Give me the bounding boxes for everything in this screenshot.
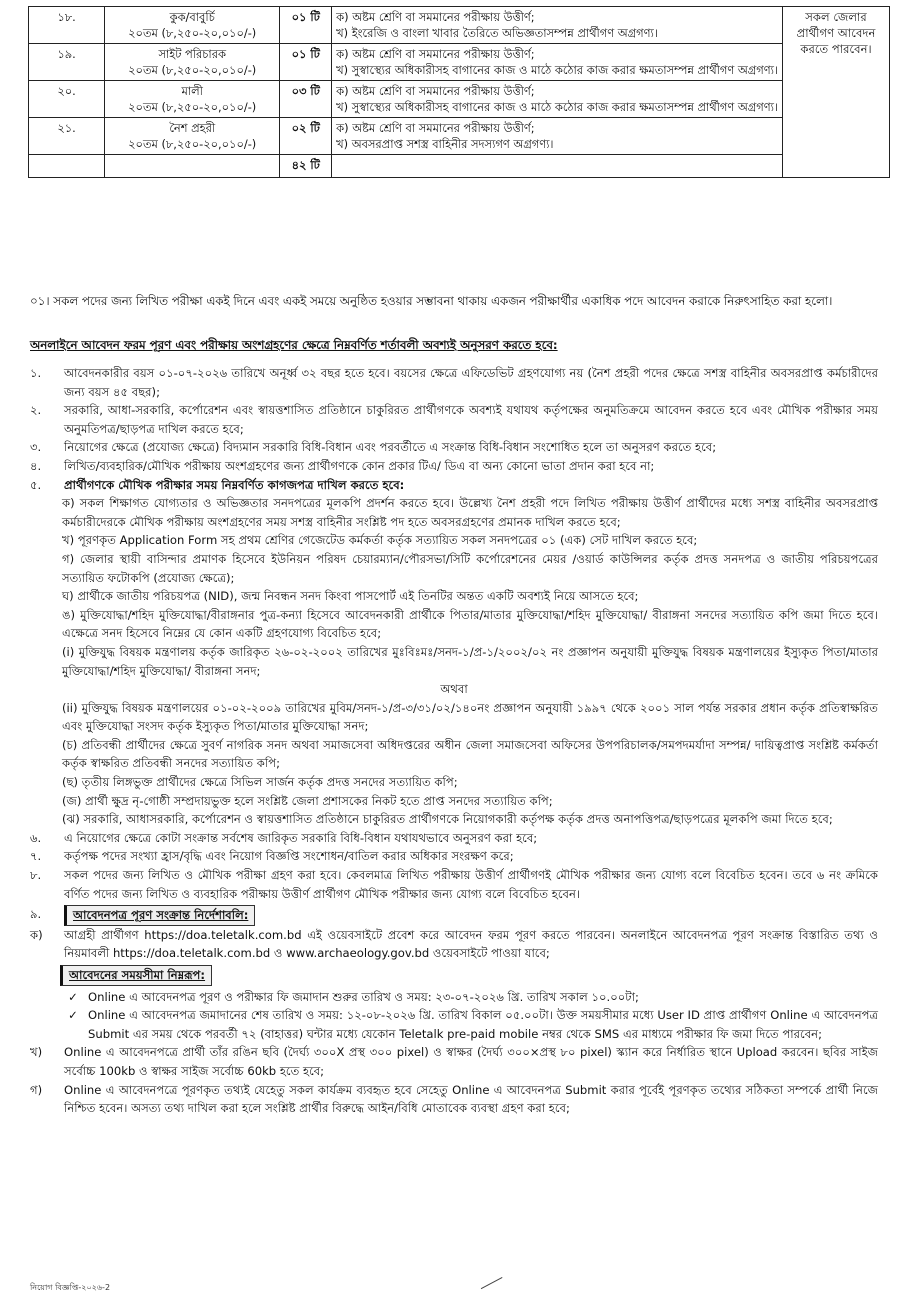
condition-item — [30, 847, 878, 866]
quantity-cell: ০১ টি — [280, 44, 332, 81]
or-text: অথবা — [440, 682, 468, 697]
deadline-text: Online এ আবেদনপত্র জমাদানের শেষ তারিখ ও সময়: ১২-০৮-২০২৬ খ্রি. তারিখ বিকাল ০৫.০০টা। উক্ত সময়সীমার মধ্যে User ID প্রাপ্ত প্রার্থীগণ Online এ আবেদনপত্র Submit এর সময় থেকে পরবর্তী ৭২ (বাহাত্তর) ঘন্টার মধ্যে যেকোন Teletalk pre-paid mobile নম্বর থেকে SMS এর মাধ্যমে পরীক্ষার ফি জমা দিতে পারবেন; — [88, 1008, 878, 1041]
total-empty-cell — [332, 155, 783, 178]
condition-item-number: ৬. — [30, 830, 42, 845]
table-row — [29, 81, 890, 118]
document-item: (ii) মুক্তিযুদ্ধ বিষয়ক মন্ত্রণালয়ের ০১-০২-২০০৯ তারিখের মুবিম/সনদ-১/প্র-৩/৩১/০২/১৪০নং প্রজ্ঞাপন অনুযায়ী ১৯৯৭ থেকে ২০০১ সাল পর্যন্ত সরকার প্রধান কর্তৃক প্রতিস্বাক্ষরিত এবং মুক্তিযোদ্ধা সংসদ কর্তৃক ইস্যুকৃত পিতা/মাতার মুক্তিযোদ্ধা সনদ; — [62, 700, 878, 734]
pen-mark — [481, 1277, 507, 1298]
requirement-line: ক) অষ্টম শ্রেণি বা সমমানের পরীক্ষায় উত্তীর্ণ; — [336, 84, 535, 98]
total-cell: ৪২ টি — [280, 155, 332, 178]
deadline-item — [30, 1006, 878, 1043]
condition-item — [30, 457, 878, 476]
check-icon: ✓ — [68, 1008, 78, 1023]
apply-item — [30, 926, 878, 963]
document-item: (চ) প্রতিবন্ধী প্রার্থীদের ক্ষেত্রে সুবর্ণ নাগরিক সনদ অথবা সমাজসেবা অধিদপ্তরের অধীন জেলা সমাজসেবা অফিসের উপপরিচালক/সমপদমর্যাদা সম্পন্ন/ দায়িত্বপ্রাপ্ত সংশ্লিষ্ট কর্মকর্তা কর্তৃক স্বাক্ষরিত প্রতিবন্ধী সনদের সত্যায়িত কপি; — [62, 737, 878, 771]
document-item: (ঝ) সরকারি, আধাসরকারি, কর্পোরেশন ও স্বায়ত্তশাসিত প্রতিষ্ঠানে চাকুরিরত প্রার্থীগণকে নিয়োগকারী কর্তৃপক্ষ কর্তৃক প্রদত্ত অনাপত্তিপত্র/ছাড়পত্রের মূলকপি জমা দিতে হবে; — [62, 812, 833, 827]
requirement-line: খ) সুস্বাস্থ্যের অধিকারীসহ বাগানের কাজ ও মাঠে কঠোর কাজ করার ক্ষমতাসম্পন্ন প্রার্থীগণ অগ্রগণ্য। — [336, 63, 778, 77]
apply-item-text: আগ্রহী প্রার্থীগণ https://doa.teletalk.com.bd এই ওয়েবসাইটে প্রবেশ করে আবেদন ফরম পূরণ করতে পারবেন। অনলাইনে আবেদনপত্র পূরণ সংক্রান্ত বিস্তারিত তথ্য ও নিয়মাবলী https://doa.teletalk.com.bd ও www.archaeology.gov.bd ওয়েবসাইটে পাওয়া যাবে; — [64, 927, 878, 961]
document-item: (জ) প্রার্থী ক্ষুদ্র নৃ-গোষ্ঠী সম্প্রদায়ভুক্ত হলে সংশ্লিষ্ট জেলা প্রশাসকের নিকট হতে প্রাপ্ত সনদের সত্যায়িত কপি; — [62, 793, 553, 808]
document-item: (i) মুক্তিযুদ্ধ বিষয়ক মন্ত্রণালয় কর্তৃক জারিকৃত ২৬-০২-২০০২ তারিখের মুঃবিঃমঃ/সনদ-১/প্র-১/২০০২/০২ নং প্রজ্ঞাপন অনুযায়ী মুক্তিযুদ্ধ বিষয়ক মন্ত্রণালয়ের ইস্যুকৃত পিতা/মাতার মুক্তিযোদ্ধা/শহিদ মুক্তিযোদ্ধা/ বীরাঙ্গনা সনদ; — [62, 644, 878, 678]
apply-item-text: Online এ আবেদনপত্রে প্রার্থী তাঁর রঙিন ছবি (দৈর্ঘ্য ৩০০X প্রস্থ ৩০০ pixel) ও স্বাক্ষর (দৈর্ঘ্য ৩০০×প্রস্থ ৮০ pixel) স্ক্যান করে নির্ধারিত স্থানে Upload করবেন। ছবির সাইজ সর্বোচ্চ 100kb ও স্বাক্ষর সাইজ সর্বোচ্চ 60kb হতে হবে; — [64, 1045, 878, 1078]
condition-item-number: ২. — [30, 403, 42, 418]
serial-cell: ২০. — [29, 81, 105, 118]
condition-item — [30, 866, 878, 903]
condition-item-number: ৩. — [30, 440, 42, 455]
requirement-cell — [332, 44, 783, 81]
condition-item — [30, 401, 878, 438]
post-name: মালী — [181, 84, 203, 98]
deadline-text: Online এ আবেদনপত্র পূরণ ও পরীক্ষার ফি জমাদান শুরুর তারিখ ও সময়: ২৩-০৭-২০২৬ খ্রি. তারিখ সকাল ১০.০০টা; — [88, 989, 639, 1004]
condition-item-text: সকল পদের জন্য লিখিত ও মৌখিক পরীক্ষা গ্রহণ করা হবে। কেবলমাত্র লিখিত পরীক্ষায় উত্তীর্ণ প্রার্থীগণই মৌখিক পরীক্ষার জন্য যোগ্য বলে বিবেচিত হবেন। তবে ৬ নং ক্রমিকে বর্ণিত পদের জন্য লিখিত ও ব্যবহারিক পরীক্ষায় উত্তীর্ণ প্রার্থীগণ মৌখিক পরীক্ষার জন্য যোগ্য বলে বিবেচিত হবেন। — [64, 868, 878, 901]
post-name: নৈশ প্রহরী — [169, 121, 216, 135]
post-name: সাইট পরিচারক — [158, 47, 226, 61]
serial-cell: ১৯. — [29, 44, 105, 81]
condition-item-number: ৪. — [30, 458, 42, 473]
document-item: ঙ) মুক্তিযোদ্ধা/শহিদ মুক্তিযোদ্ধা/বীরাঙ্গনার পুত্র-কন্যা হিসেবে আবেদনকারী প্রার্থীকে পিতার/মাতার মুক্তিযোদ্ধা/শহিদ মুক্তিযোদ্ধা/ বীরাঙ্গনা সনদের সত্যায়িত কপি জমা দিতে হবে। এক্ষেত্রে সনদ হিসেবে নিম্নের যে কোন একটি গ্রহণযোগ্য বিবেচিত হবে; — [62, 607, 878, 641]
document-item: খ) পূরণকৃত Application Form সহ প্রথম শ্রেণির গেজেটেড কর্মকর্তা কর্তৃক সত্যায়িত সকল সনদপত্রের ০১ (এক) সেট দাখিল করতে হবে; — [62, 533, 698, 548]
post-cell — [105, 81, 280, 118]
section-9-title: আবেদনপত্র পূরণ সংক্রান্ত নির্দেশাবলি: — [64, 905, 255, 926]
deadline-title: আবেদনের সময়সীমা নিম্নরূপ: — [60, 965, 212, 986]
post-grade: ২০তম (৮,২৫০-২০,০১০/-) — [128, 137, 257, 151]
document-item: (ছ) তৃতীয় লিঙ্গভুক্ত প্রার্থীদের ক্ষেত্রে সিভিল সার্জন কর্তৃক প্রদত্ত সনদের সত্যায়িত কপি; — [62, 775, 458, 790]
apply-item — [30, 1043, 878, 1080]
apply-item-number: গ) — [30, 1082, 43, 1097]
condition-item-number: ৮. — [30, 868, 42, 883]
condition-item — [30, 476, 878, 495]
document-item: ক) সকল শিক্ষাগত যোগ্যতার ও অভিজ্ঞতার সনদপত্রের মূলকপি প্রদর্শন করতে হবে। উল্লেখ্য নৈশ প্রহরী পদে লিখিত পরীক্ষায় উত্তীর্ণ প্রার্থীদের মধ্যে সশস্ত্র বাহিনীর অবসরপ্রাপ্ত কর্মচারীদেরকে মৌখিক পরীক্ষায় অংশগ্রহণের সময় সশস্ত্র বাহিনীর সংশ্লিষ্ট পদ হতে অবসরগ্রহণের প্রমানক দাখিল করতে হবে; — [62, 496, 878, 529]
condition-item-number: ১. — [30, 366, 42, 380]
remark-cell: সকল জেলার প্রার্থীগণ আবেদন করতে পারবেন। — [783, 7, 890, 178]
table-row — [29, 7, 890, 44]
posts-table — [28, 6, 890, 178]
check-icon: ✓ — [68, 989, 78, 1004]
requirement-cell — [332, 7, 783, 44]
requirement-cell — [332, 81, 783, 118]
post-name: কুক/বাবুর্চি — [169, 10, 215, 24]
post-cell — [105, 7, 280, 44]
total-empty-cell — [105, 155, 280, 178]
footer-code: নিয়োগ বিজ্ঞপ্তি-২০২৬-2 — [30, 1283, 111, 1292]
post-grade: ২০তম (৮,২৫০-২০,০১০/-) — [128, 63, 257, 77]
condition-item-text: প্রার্থীগণকে মৌখিক পরীক্ষার সময় নিম্নবর্ণিত কাগজপত্র দাখিল করতে হবে: — [64, 477, 405, 492]
condition-item-number: ৭. — [30, 849, 42, 864]
table-row — [29, 44, 890, 81]
condition-item-text: নিয়োগের ক্ষেত্রে (প্রযোজ্য ক্ষেত্রে) বিদ্যমান সরকারি বিধি-বিধান এবং পরবর্তীতে এ সংক্রান্ত বিধি-বিধান সংশোধিত হলে তা অনুসরণ করতে হবে; — [64, 440, 717, 455]
condition-item — [30, 438, 878, 457]
requirement-cell — [332, 118, 783, 155]
post-grade: ২০তম (৮,২৫০-২০,০১০/-) — [128, 100, 257, 114]
total-empty-cell — [29, 155, 105, 178]
condition-item — [30, 364, 878, 401]
conditions-list — [30, 364, 878, 1118]
apply-item — [30, 1081, 878, 1118]
condition-item-text: এ নিয়োগের ক্ষেত্রে কোটা সংক্রান্ত সর্বশেষ জারিকৃত সরকারি বিধি-বিধান যথাযথভাবে অনুসরণ করা হবে; — [64, 830, 538, 845]
requirement-line: ক) অষ্টম শ্রেণি বা সমমানের পরীক্ষায় উত্তীর্ণ; — [336, 121, 535, 135]
total-row — [29, 155, 890, 178]
section-9 — [30, 905, 878, 926]
quantity-cell: ০১ টি — [280, 7, 332, 44]
requirement-line: ক) অষ্টম শ্রেণি বা সমমানের পরীক্ষায় উত্তীর্ণ; — [336, 10, 535, 24]
post-grade: ২০তম (৮,২৫০-২০,০১০/-) — [128, 26, 257, 40]
document-item: গ) জেলার স্থায়ী বাসিন্দার প্রমাণক হিসেবে ইউনিয়ন পরিষদ চেয়ারম্যান/পৌরসভা/সিটি কর্পোরেশনের মেয়র /ওয়ার্ড কাউন্সিলর কর্তৃক প্রদত্ত সনদপত্র ও জাতীয় পরিচয়পত্রের সত্যায়িত ফটোকপি (প্রযোজ্য ক্ষেত্রে); — [62, 551, 878, 585]
requirement-line: ক) অষ্টম শ্রেণি বা সমমানের পরীক্ষায় উত্তীর্ণ; — [336, 47, 535, 61]
quantity-cell: ০৩ টি — [280, 81, 332, 118]
quantity-cell: ০২ টি — [280, 118, 332, 155]
section-9-number: ৯. — [30, 907, 42, 922]
post-cell — [105, 118, 280, 155]
condition-item-text: কর্তৃপক্ষ পদের সংখ্যা হ্রাস/বৃদ্ধি এবং নিয়োগ বিজ্ঞপ্তি সংশোধন/বাতিল করার অধিকার সংরক্ষণ করে; — [64, 849, 514, 864]
condition-item — [30, 829, 878, 848]
apply-item-text: Online এ আবেদনপত্রে পূরণকৃত তথ্যই যেহেতু সকল কার্যক্রম ব্যবহৃত হবে সেহেতু Online এ আবেদনপত্র Submit করার পূর্বেই পূরণকৃত তথ্যের সঠিকতা সম্পর্কে প্রার্থী নিজে নিশ্চিত হবেন। অসত্য তথ্য দাখিল করা হলে সংশ্লিষ্ট প্রার্থীর বিরুদ্ধে আইন/বিধি মোতাবেক ব্যবস্থা গ্রহণ করা হবে; — [64, 1082, 878, 1116]
note-01: ০১। সকল পদের জন্য লিখিত পরীক্ষা একই দিনে এবং একই সময়ে অনুষ্ঠিত হওয়ার সম্ভাবনা থাকায় একজন পরীক্ষার্থীর একাধিক পদে আবেদন করাকে নিরুৎসাহিত করা হলো। — [30, 294, 833, 308]
document-item: ঘ) প্রার্থীকে জাতীয় পরিচয়পত্র (NID), জন্ম নিবন্ধন সনদ কিংবা পাসপোর্ট এই তিনটির অন্তত একটি অবশ্যই নিয়ে আসতে হবে; — [62, 589, 639, 604]
condition-item-number: ৫. — [30, 477, 42, 492]
deadline-item — [30, 988, 878, 1007]
apply-item-number: খ) — [30, 1045, 43, 1060]
serial-cell: ১৮. — [29, 7, 105, 44]
apply-item-number: ক) — [30, 927, 43, 942]
requirement-line: খ) সুস্বাস্থ্যের অধিকারীসহ বাগানের কাজ ও মাঠে কঠোর কাজ করার ক্ষমতাসম্পন্ন প্রার্থীগণ অগ্রগণ্য। — [336, 100, 778, 114]
condition-item-text: লিখিত/ব্যবহারিক/মৌখিক পরীক্ষায় অংশগ্রহণের জন্য প্রার্থীগণকে কোন প্রকার টিএ/ ডিএ বা অন্য কোনো ভাতা প্রদান করা হবে না; — [64, 458, 655, 473]
condition-item-text: সরকারি, আধা-সরকারি, কর্পোরেশন এবং স্বায়ত্তশাসিত প্রতিষ্ঠানে চাকুরিরত প্রার্থীগণকে অবশ্যই যথাযথ কর্তৃপক্ষের অনুমতিক্রমে আবেদন করতে হবে এবং মৌখিক পরীক্ষার সময় অনুমতিপত্র/ছাড়পত্র দাখিল করতে হবে; — [64, 403, 879, 436]
post-cell — [105, 44, 280, 81]
table-row — [29, 118, 890, 155]
conditions-heading: অনলাইনে আবেদন ফরম পূরণ এবং পরীক্ষায় অংশগ্রহণের ক্ষেত্রে নিম্নবর্ণিত শর্তাবলী অবশ্যই অনুসরণ করতে হবে: — [30, 338, 558, 352]
condition-item-text: আবেদনকারীর বয়স ০১-০৭-২০২৬ তারিখে অনূর্ধ্ব ৩২ বছর হতে হবে। বয়সের ক্ষেত্রে এফিডেভিট গ্রহণযোগ্য নয় (নৈশ প্রহরী পদের ক্ষেত্রে সশস্ত্র বাহিনীর অবসরপ্রাপ্ত কর্মচারীদের জন্য বয়স ৪৫ বছর); — [64, 366, 878, 399]
serial-cell: ২১. — [29, 118, 105, 155]
requirement-line: খ) অবসরপ্রাপ্ত সশস্ত্র বাহিনীর সদস্যগণ অগ্রগণ্য। — [336, 137, 554, 151]
requirement-line: খ) ইংরেজি ও বাংলা খাবার তৈরিতে অভিজ্ঞতাসম্পন্ন প্রার্থীগণ অগ্রগণ্য। — [336, 26, 658, 40]
